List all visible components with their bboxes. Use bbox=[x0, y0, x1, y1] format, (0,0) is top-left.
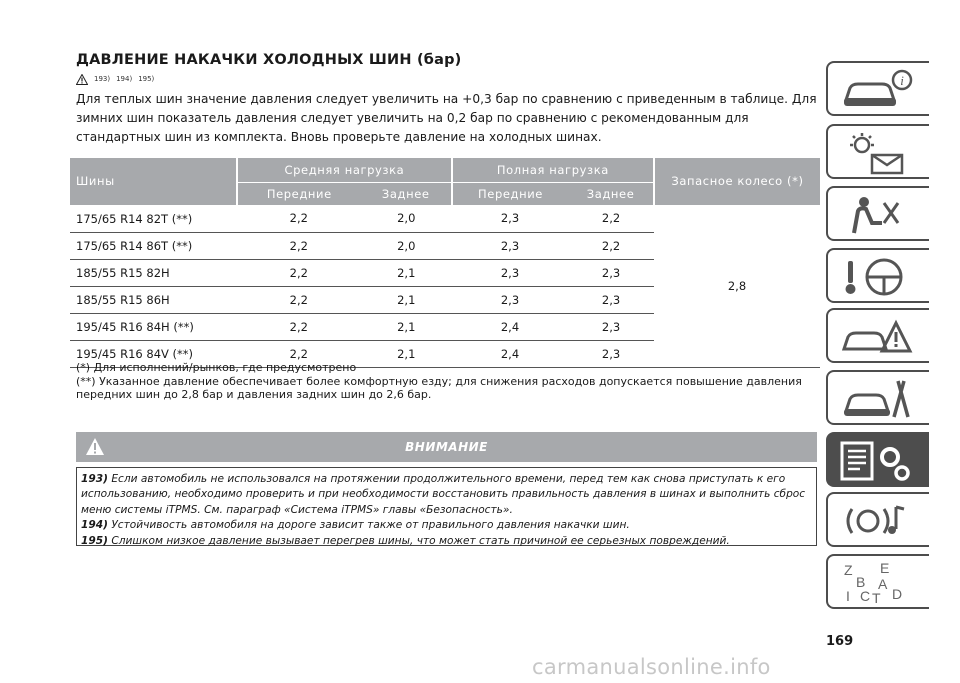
medium-rear: 2,1 bbox=[361, 286, 452, 313]
sub-rear-header: Заднее bbox=[361, 183, 452, 206]
col-spare-header: Запасное колесо (*) bbox=[654, 158, 820, 205]
warning-box bbox=[76, 467, 817, 546]
watermark-text: carmanualsonline.info bbox=[532, 655, 771, 679]
medium-front: 2,2 bbox=[237, 286, 361, 313]
maintenance-icon bbox=[838, 377, 918, 421]
tyre-pressure-table bbox=[70, 158, 820, 368]
footnote-spare: (*) Для исполнений/рынков, где предусмотрено bbox=[76, 361, 357, 374]
sub-front-header: Передние bbox=[237, 183, 361, 206]
tab-multimedia[interactable] bbox=[826, 492, 929, 547]
warning-text: Если автомобиль не использовался на протяжении продолжительного времени, перед тем как снова приступать к его использованию, необходимо проверить и при необходимости восстановить правильность давления в шинах и выполнить сброс меню системы iTPMS. См. параграф «Система iTPMS» главы «Безопасность». bbox=[81, 473, 806, 516]
svg-text:T: T bbox=[872, 590, 881, 605]
medium-rear: 2,1 bbox=[361, 313, 452, 340]
technical-data-icon bbox=[838, 439, 918, 483]
medium-rear: 2,0 bbox=[361, 205, 452, 232]
starting-driving-icon bbox=[838, 255, 918, 299]
medium-front: 2,2 bbox=[237, 340, 361, 367]
warning-header bbox=[76, 432, 817, 462]
warning-triangle-icon bbox=[76, 74, 88, 85]
spare-value: 2,8 bbox=[654, 205, 820, 367]
warning-text: Устойчивость автомобиля на дороге зависит также от правильного давления накачки шин. bbox=[111, 519, 630, 532]
full-front: 2,3 bbox=[452, 205, 568, 232]
safety-seat-icon bbox=[838, 193, 918, 237]
warning-item bbox=[81, 518, 812, 533]
multimedia-icon bbox=[838, 499, 918, 543]
tyre-size: 175/65 R14 86T (**) bbox=[70, 232, 237, 259]
full-rear: 2,2 bbox=[568, 232, 654, 259]
warning-text: Слишком низкое давление вызывает перегрев шины, что может стать причиной ее серьезных повреждений. bbox=[111, 534, 730, 547]
tab-emergency[interactable] bbox=[826, 308, 929, 363]
section-title: ДАВЛЕНИЕ НАКАЧКИ ХОЛОДНЫХ ШИН (бар) bbox=[76, 52, 462, 68]
tyre-size: 185/55 R15 86H bbox=[70, 286, 237, 313]
page-number: 169 bbox=[826, 634, 854, 649]
svg-text:I: I bbox=[846, 588, 850, 604]
svg-text:A: A bbox=[878, 576, 888, 592]
warning-num: 194) bbox=[81, 519, 108, 532]
table-footnotes bbox=[76, 361, 824, 402]
svg-text:C: C bbox=[860, 588, 871, 604]
warning-item bbox=[81, 534, 812, 549]
full-rear: 2,2 bbox=[568, 205, 654, 232]
tab-car-info[interactable] bbox=[826, 61, 929, 116]
tab-index[interactable] bbox=[826, 554, 929, 609]
full-front: 2,3 bbox=[452, 232, 568, 259]
tab-safety[interactable] bbox=[826, 186, 929, 241]
medium-front: 2,2 bbox=[237, 259, 361, 286]
ref-194: 194) bbox=[116, 75, 133, 83]
tab-technical-data[interactable] bbox=[826, 432, 929, 487]
index-icon bbox=[838, 561, 918, 605]
sub-front-header: Передние bbox=[452, 183, 568, 206]
medium-front: 2,2 bbox=[237, 205, 361, 232]
col-full-load-header: Полная нагрузка bbox=[452, 158, 654, 183]
svg-text:i: i bbox=[900, 73, 904, 88]
medium-rear: 2,0 bbox=[361, 232, 452, 259]
tab-starting-driving[interactable] bbox=[826, 248, 929, 303]
warning-item bbox=[81, 472, 812, 518]
full-front: 2,3 bbox=[452, 286, 568, 313]
table-row bbox=[70, 205, 820, 232]
tyre-size: 185/55 R15 82H bbox=[70, 259, 237, 286]
tab-maintenance[interactable] bbox=[826, 370, 929, 425]
ref-195: 195) bbox=[138, 75, 155, 83]
col-tyres-header: Шины bbox=[70, 158, 237, 205]
medium-front: 2,2 bbox=[237, 313, 361, 340]
full-front: 2,4 bbox=[452, 313, 568, 340]
full-rear: 2,3 bbox=[568, 313, 654, 340]
svg-text:D: D bbox=[892, 586, 903, 602]
warning-num: 193) bbox=[81, 473, 108, 485]
full-front: 2,3 bbox=[452, 259, 568, 286]
full-rear: 2,3 bbox=[568, 340, 654, 367]
svg-text:E: E bbox=[880, 561, 890, 576]
ref-193: 193) bbox=[94, 75, 111, 83]
medium-rear: 2,1 bbox=[361, 340, 452, 367]
full-front: 2,4 bbox=[452, 340, 568, 367]
warning-lights-icon bbox=[838, 131, 918, 175]
sub-rear-header: Заднее bbox=[568, 183, 654, 206]
warning-num: 195) bbox=[81, 534, 108, 547]
emergency-icon bbox=[838, 315, 918, 359]
intro-paragraph: Для теплых шин значение давления следует увеличить на +0,3 бар по сравнению с приведенным в таблице. Для зимних шин показатель давления следует увеличить на 0,2 бар по сравнению с рекомендованным для стандартных шин из комплекта. Вновь проверьте давление на холодных шинах. bbox=[76, 92, 817, 144]
tyre-size: 175/65 R14 82T (**) bbox=[70, 205, 237, 232]
warning-refs bbox=[76, 72, 154, 86]
tyre-size: 195/45 R16 84H (**) bbox=[70, 313, 237, 340]
svg-text:Z: Z bbox=[844, 562, 853, 578]
medium-rear: 2,1 bbox=[361, 259, 452, 286]
medium-front: 2,2 bbox=[237, 232, 361, 259]
svg-text:B: B bbox=[856, 574, 866, 590]
tyre-size: 195/45 R16 84V (**) bbox=[70, 340, 237, 367]
col-medium-load-header: Средняя нагрузка bbox=[237, 158, 452, 183]
warning-title: ВНИМАНИЕ bbox=[405, 440, 488, 454]
footnote-comfort: (**) Указанное давление обеспечивает более комфортную езду; для снижения расходов допускается повышение давления передних шин до 2,8 бар и давления задних шин до 2,6 бар. bbox=[76, 374, 802, 401]
full-rear: 2,3 bbox=[568, 286, 654, 313]
tab-warning-lights[interactable] bbox=[826, 124, 929, 179]
car-info-icon bbox=[838, 68, 918, 112]
full-rear: 2,3 bbox=[568, 259, 654, 286]
